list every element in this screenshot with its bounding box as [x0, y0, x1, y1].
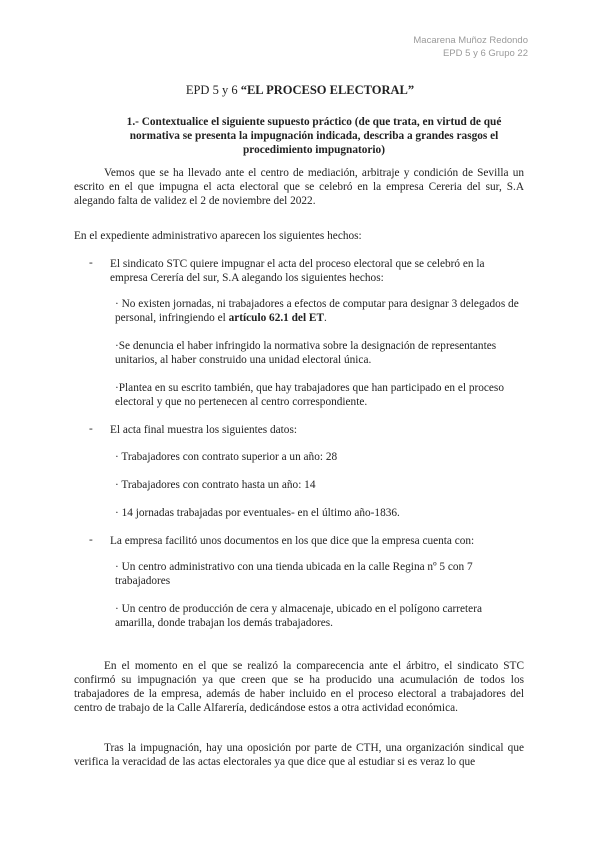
- list-item-1-sub-3: ·Plantea en su escrito también, que hay trabajadores que han participado en el proceso electoral y que no pertenecen al centro correspondiente.: [115, 382, 504, 408]
- list-dash-2: -: [89, 423, 93, 435]
- list-item-1-sub-2: ·Se denuncia el haber infringido la normativa sobre la designación de representantes unitarios, al haber construido una unidad electoral única.: [115, 340, 497, 366]
- list-item-1: El sindicato STC quiere impugnar el acta del proceso electoral que se celebró en la empresa Cerería del sur, S.A alegando los siguientes hechos:: [110, 258, 485, 284]
- list-item-3-sub-1: · Un centro administrativo con una tienda ubicada en la calle Regina nº 5 con 7 trabajadores: [115, 561, 473, 587]
- sub-1-end: .: [323, 312, 327, 324]
- list-item-2-sub-2: · Trabajadores con contrato hasta un año: 14: [115, 479, 316, 491]
- article-reference: artículo 62.1 del ET: [228, 312, 324, 324]
- sub-1-text: · No existen jornadas, ni trabajadores a efectos de computar para designar 3 delegados de personal, infringiendo el: [115, 298, 519, 324]
- title-main: “EL PROCESO ELECTORAL”: [240, 83, 415, 97]
- document-title: [0, 83, 600, 98]
- title-prefix: EPD 5 y 6: [185, 83, 238, 97]
- question-heading: 1.- Contextualice el siguiente supuesto práctico (de que trata, en virtud de qué normativa se presenta la impugnación indicada, describa a grandes rasgos el procedimiento impugnatorio): [126, 116, 502, 156]
- list-item-2-sub-3: · 14 jornadas trabajadas por eventuales- en el último año-1836.: [115, 507, 400, 519]
- list-dash-3: -: [89, 534, 93, 546]
- list-dash-1: -: [89, 257, 93, 269]
- paragraph-hearing: En el momento en el que se realizó la comparecencia ante el árbitro, el sindicato STC confirmó su impugnación ya que creen que se ha producido una acumulación de todos los trabajadores de la empresa, además de haber incluido en el proceso electoral a trabajadores del centro de trabajo de la Calle Alfarería, dedicándose estos a otra actividad económica.: [74, 660, 524, 714]
- paragraph-facts-intro: En el expediente administrativo aparecen los siguientes hechos:: [74, 230, 362, 242]
- list-item-3: La empresa facilitó unos documentos en los que dice que la empresa cuenta con:: [110, 535, 475, 547]
- paragraph-opposition: Tras la impugnación, hay una oposición por parte de CTH, una organización sindical que verifica la veracidad de las actas electorales ya que dice que al estudiar si es veraz lo que: [74, 742, 524, 768]
- paragraph-intro: Vemos que se ha llevado ante el centro de mediación, arbitraje y condición de Sevilla un escrito en el que impugna el acta electoral que se celebró en la empresa Cereria del sur, S.A alegando falta de validez el 2 de noviembre del 2022.: [74, 167, 524, 207]
- list-item-2: El acta final muestra los siguientes datos:: [110, 424, 297, 436]
- header-author: Macarena Muñoz Redondo: [413, 35, 528, 46]
- header-group: EPD 5 y 6 Grupo 22: [442, 48, 528, 59]
- list-item-3-sub-2: · Un centro de producción de cera y almacenaje, ubicado en el polígono carretera amarilla, donde trabajan los demás trabajadores.: [115, 603, 482, 629]
- page-header: [413, 34, 528, 60]
- list-item-1-sub-1: [107, 297, 523, 325]
- list-item-2-sub-1: · Trabajadores con contrato superior a un año: 28: [115, 451, 338, 463]
